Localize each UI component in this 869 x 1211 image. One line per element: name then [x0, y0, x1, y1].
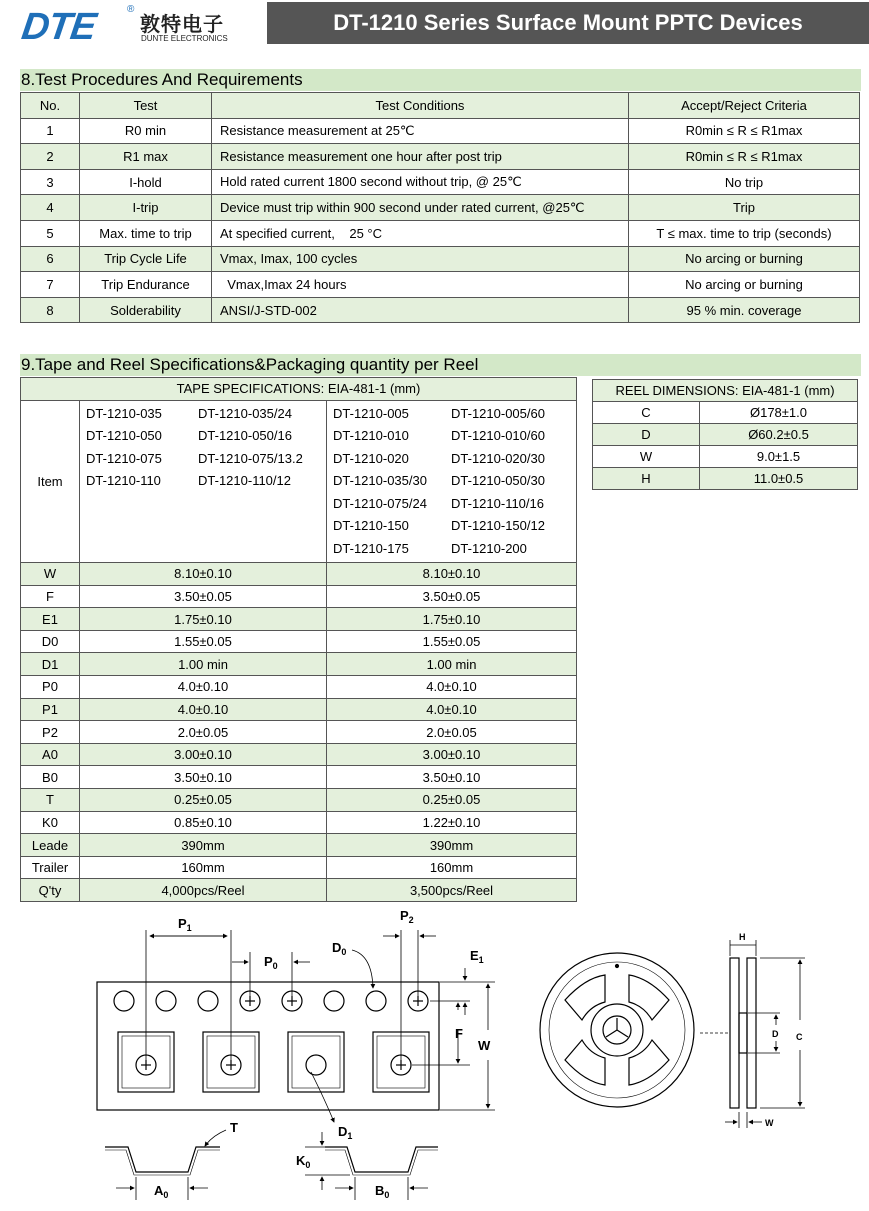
cell-k: D0 — [21, 630, 80, 653]
cell-k: K0 — [21, 811, 80, 834]
part-number: DT-1210-110/16 — [451, 495, 544, 511]
cell-a: 1.55±0.05 — [80, 630, 327, 653]
reel-dimensions-header: REEL DIMENSIONS: EIA-481-1 (mm) — [593, 380, 858, 402]
cell-k: Q'ty — [21, 879, 80, 902]
cell-a: 3.50±0.05 — [80, 585, 327, 608]
cell-cond: Resistance measurement at 25℃ — [212, 118, 629, 144]
cell-crit: 95 % min. coverage — [629, 297, 860, 323]
cell-b: 390mm — [327, 834, 577, 857]
table-row — [21, 879, 577, 902]
cell-no: 5 — [21, 220, 80, 246]
table-row — [21, 766, 577, 789]
page-header — [0, 0, 869, 50]
cell-no: 8 — [21, 297, 80, 323]
cell-crit: No trip — [629, 169, 860, 195]
cell-k: F — [21, 585, 80, 608]
test-procedures-table — [20, 92, 860, 323]
cell-b: 1.22±0.10 — [327, 811, 577, 834]
cell-a: 4.0±0.10 — [80, 676, 327, 699]
table-row — [21, 297, 860, 323]
cell-test: Trip Endurance — [80, 272, 212, 298]
table-row — [21, 721, 577, 744]
tape-spec-table — [20, 377, 577, 902]
column-header: No. — [21, 93, 80, 119]
part-number: DT-1210-110 — [86, 473, 161, 489]
cell-k: E1 — [21, 608, 80, 631]
label-k0: $K_0$ — [296, 1153, 311, 1170]
cell-test: R1 max — [80, 144, 212, 170]
part-number: DT-1210-005 — [333, 405, 409, 421]
table-header-row — [593, 380, 858, 402]
part-number: DT-1210-075/24 — [333, 495, 427, 511]
section-9-heading — [20, 354, 861, 376]
table-row — [21, 608, 577, 631]
logo-chinese-name: 敦特电子 — [140, 12, 224, 36]
part-number: DT-1210-200 — [451, 540, 527, 556]
part-number: DT-1210-050/16 — [198, 428, 292, 444]
tape-spec-header: TAPE SPECIFICATIONS: EIA-481-1 (mm) — [21, 378, 577, 401]
cell-cond: Device must trip within 900 second under rated current, @25℃ — [212, 195, 629, 221]
part-number: DT-1210-035 — [86, 405, 162, 421]
part-number: DT-1210-150 — [333, 518, 409, 534]
table-row — [21, 246, 860, 272]
table-row — [21, 743, 577, 766]
label-b0: $B_0$ — [375, 1183, 390, 1200]
cell-no: 2 — [21, 144, 80, 170]
part-number: DT-1210-010 — [333, 428, 409, 444]
label-w: W — [478, 1038, 491, 1053]
part-number: DT-1210-020 — [333, 450, 409, 466]
table-row — [21, 585, 577, 608]
cell-b: 1.00 min — [327, 653, 577, 676]
group-1-list — [80, 401, 326, 495]
section-8-heading — [20, 69, 861, 91]
cell-crit: R0min ≤ R ≤ R1max — [629, 118, 860, 144]
cell-no: 1 — [21, 118, 80, 144]
part-number: DT-1210-075 — [86, 450, 162, 466]
table-row — [21, 653, 577, 676]
table-row — [21, 676, 577, 699]
cell-test: I-hold — [80, 169, 212, 195]
table-row — [21, 789, 577, 812]
group-2-items — [327, 400, 577, 563]
tape-and-reel-diagram — [0, 900, 869, 1205]
registered-mark: ® — [127, 4, 135, 15]
label-reel-h: H — [739, 932, 746, 942]
part-number: DT-1210-050 — [86, 428, 162, 444]
document-title: DT-1210 Series Surface Mount PPTC Devices — [267, 2, 869, 44]
label-d1: $D_1$ — [338, 1124, 353, 1141]
table-row — [593, 402, 858, 424]
part-number: DT-1210-020/30 — [451, 450, 545, 466]
item-row — [21, 400, 577, 563]
cell-no: 7 — [21, 272, 80, 298]
table-row — [21, 272, 860, 298]
test-procedures-body — [21, 118, 860, 323]
table-row — [21, 118, 860, 144]
cell-b: 2.0±0.05 — [327, 721, 577, 744]
cell-v: Ø60.2±0.5 — [700, 424, 858, 446]
cell-cond: ANSI/J-STD-002 — [212, 297, 629, 323]
cell-k: T — [21, 789, 80, 812]
cell-a: 0.85±0.10 — [80, 811, 327, 834]
cell-k: B0 — [21, 766, 80, 789]
table-row — [21, 144, 860, 170]
table-row — [21, 195, 860, 221]
part-number: DT-1210-150/12 — [451, 518, 545, 534]
cell-a: 3.50±0.10 — [80, 766, 327, 789]
cell-k: H — [593, 468, 700, 490]
cell-k: P2 — [21, 721, 80, 744]
part-number: DT-1210-010/60 — [451, 428, 545, 444]
cell-test: Solderability — [80, 297, 212, 323]
cell-a: 4,000pcs/Reel — [80, 879, 327, 902]
cell-no: 3 — [21, 169, 80, 195]
cell-k: C — [593, 402, 700, 424]
cell-k: D — [593, 424, 700, 446]
cell-b: 3.50±0.10 — [327, 766, 577, 789]
part-number: DT-1210-175 — [333, 540, 409, 556]
table-row — [593, 424, 858, 446]
cell-b: 1.75±0.10 — [327, 608, 577, 631]
cell-k: A0 — [21, 743, 80, 766]
cell-b: 8.10±0.10 — [327, 563, 577, 586]
cell-k: Trailer — [21, 856, 80, 879]
label-t: T — [230, 1120, 238, 1135]
cell-a: 3.00±0.10 — [80, 743, 327, 766]
cell-k: W — [21, 563, 80, 586]
part-number: DT-1210-035/30 — [333, 473, 427, 489]
column-header: Test — [80, 93, 212, 119]
reel-dimensions-table — [592, 379, 858, 490]
cell-b: 1.55±0.05 — [327, 630, 577, 653]
table-header-row — [21, 93, 860, 119]
cell-k: W — [593, 446, 700, 468]
part-number: DT-1210-050/30 — [451, 473, 545, 489]
table-row — [21, 856, 577, 879]
cell-cond: Vmax,Imax 24 hours — [212, 272, 629, 298]
table-row — [21, 169, 860, 195]
cell-crit: R0min ≤ R ≤ R1max — [629, 144, 860, 170]
logo-mark: DTE — [19, 6, 98, 48]
cell-test: R0 min — [80, 118, 212, 144]
cell-a: 160mm — [80, 856, 327, 879]
carrier-tape-drawing — [97, 930, 495, 1122]
reel-side-view — [700, 940, 805, 1128]
column-header: Accept/Reject Criteria — [629, 93, 860, 119]
label-p1: $P_1$ — [178, 916, 192, 933]
label-f: F — [455, 1026, 463, 1041]
table-row — [21, 811, 577, 834]
part-number: DT-1210-005/60 — [451, 405, 545, 421]
label-reel-c: C — [796, 1032, 803, 1042]
label-p2: $P_2$ — [400, 908, 414, 925]
part-number: DT-1210-075/13.2 — [198, 450, 303, 466]
cell-a: 0.25±0.05 — [80, 789, 327, 812]
cell-a: 4.0±0.10 — [80, 698, 327, 721]
label-reel-d: D — [772, 1029, 779, 1039]
company-logo — [19, 4, 262, 48]
table-row — [21, 220, 860, 246]
cell-test: Max. time to trip — [80, 220, 212, 246]
reel-dimensions-body — [593, 402, 858, 490]
label-d0: $D_0$ — [332, 940, 347, 957]
cell-test: I-trip — [80, 195, 212, 221]
cell-crit: T ≤ max. time to trip (seconds) — [629, 220, 860, 246]
cell-k: Leade — [21, 834, 80, 857]
cell-k: D1 — [21, 653, 80, 676]
part-number: DT-1210-035/24 — [198, 405, 292, 421]
group-1-items — [80, 400, 327, 563]
item-label: Item — [21, 400, 80, 563]
cell-cond: At specified current, 25 °C — [212, 220, 629, 246]
cell-crit: No arcing or burning — [629, 272, 860, 298]
table-header-row — [21, 378, 577, 401]
cell-v: 9.0±1.5 — [700, 446, 858, 468]
cell-cond: Resistance measurement one hour after post trip — [212, 144, 629, 170]
cell-k: P1 — [21, 698, 80, 721]
cell-no: 6 — [21, 246, 80, 272]
cell-v: 11.0±0.5 — [700, 468, 858, 490]
column-header: Test Conditions — [212, 93, 629, 119]
cell-crit: No arcing or burning — [629, 246, 860, 272]
table-row — [21, 834, 577, 857]
section-9-title: 9.Tape and Reel Specifications&Packaging quantity per Reel — [21, 355, 479, 374]
cell-b: 0.25±0.05 — [327, 789, 577, 812]
table-row — [593, 468, 858, 490]
cell-no: 4 — [21, 195, 80, 221]
group-2-list — [327, 401, 576, 563]
logo-english-name: DUNTE ELECTRONICS — [141, 34, 228, 43]
cell-b: 3.00±0.10 — [327, 743, 577, 766]
cell-b: 4.0±0.10 — [327, 698, 577, 721]
section-8-title: 8.Test Procedures And Requirements — [21, 70, 303, 89]
part-number: DT-1210-110/12 — [198, 473, 291, 489]
cell-a: 1.75±0.10 — [80, 608, 327, 631]
cell-cond: Vmax, Imax, 100 cycles — [212, 246, 629, 272]
label-p0: $P_0$ — [264, 954, 278, 971]
cell-a: 390mm — [80, 834, 327, 857]
label-reel-w: W — [765, 1118, 774, 1128]
cell-a: 1.00 min — [80, 653, 327, 676]
cell-test: Trip Cycle Life — [80, 246, 212, 272]
cell-b: 3.50±0.05 — [327, 585, 577, 608]
label-a0: $A_0$ — [154, 1183, 169, 1200]
table-row — [21, 563, 577, 586]
cell-crit: Trip — [629, 195, 860, 221]
table-row — [21, 698, 577, 721]
table-row — [593, 446, 858, 468]
cell-a: 2.0±0.05 — [80, 721, 327, 744]
cell-b: 3,500pcs/Reel — [327, 879, 577, 902]
cell-cond: Hold rated current 1800 second without trip, @ 25℃ — [212, 169, 629, 195]
table-row — [21, 630, 577, 653]
cell-b: 160mm — [327, 856, 577, 879]
cell-a: 8.10±0.10 — [80, 563, 327, 586]
cell-k: P0 — [21, 676, 80, 699]
cell-b: 4.0±0.10 — [327, 676, 577, 699]
cell-v: Ø178±1.0 — [700, 402, 858, 424]
reel-front-view — [540, 953, 694, 1107]
tape-spec-body — [21, 563, 577, 902]
label-e1: $E_1$ — [470, 948, 484, 965]
